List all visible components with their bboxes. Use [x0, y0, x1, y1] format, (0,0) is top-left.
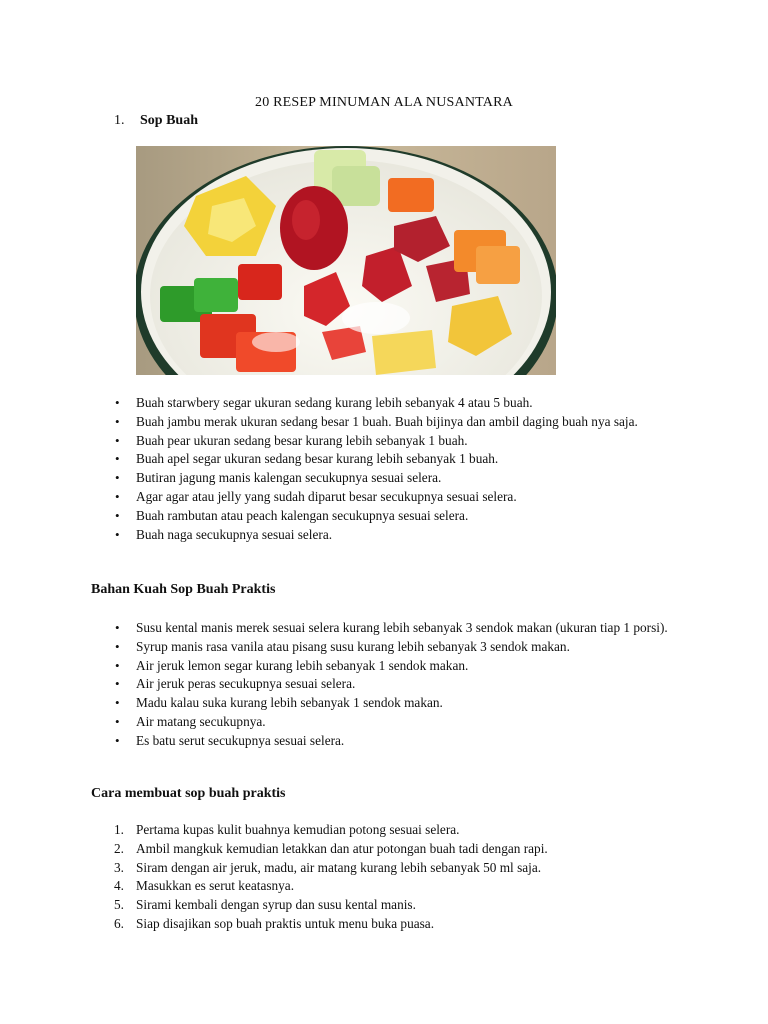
step-number: 6.: [114, 915, 124, 931]
bullet-icon: •: [115, 413, 120, 429]
list-item: [114, 619, 684, 638]
recipe-name: Sop Buah: [140, 113, 198, 128]
list-item: [114, 657, 684, 676]
list-item-text: Syrup manis rasa vanila atau pisang susu kurang lebih sebanyak 3 sendok makan.: [136, 638, 570, 654]
fruit-soup-illustration: [136, 146, 556, 375]
kuah-heading: Bahan Kuah Sop Buah Praktis: [91, 582, 276, 597]
list-item: [114, 675, 684, 694]
list-item-text: Es batu serut secukupnya sesuai selera.: [136, 732, 345, 748]
recipe-heading: [114, 113, 198, 129]
list-item-text: Air matang secukupnya.: [136, 713, 266, 729]
list-item: [114, 413, 684, 432]
bullet-icon: •: [115, 488, 120, 504]
fruit-soup-photo: [136, 146, 556, 375]
list-item: [114, 526, 684, 545]
bullet-icon: •: [115, 620, 120, 635]
list-item: [114, 877, 684, 896]
ingredient-list: [114, 394, 684, 544]
list-item: [114, 432, 684, 451]
bullet-icon: •: [115, 526, 120, 542]
list-item-text: Siram dengan air jeruk, madu, air matang kurang lebih sebanyak 50 ml saja.: [136, 859, 542, 875]
list-item-text: Buah rambutan atau peach kalengan secukupnya sesuai selera.: [136, 507, 469, 523]
bullet-icon: •: [115, 507, 120, 523]
list-item-text: Buah starwbery segar ukuran sedang kurang lebih sebanyak 4 atau 5 buah.: [136, 395, 533, 410]
step-number: 4.: [114, 878, 124, 894]
list-item: [114, 732, 684, 751]
list-item: [114, 694, 684, 713]
bullet-icon: •: [115, 432, 120, 448]
list-item-text: Ambil mangkuk kemudian letakkan dan atur potongan buah tadi dengan rapi.: [136, 840, 548, 856]
bullet-icon: •: [115, 713, 120, 729]
list-item: [114, 896, 684, 915]
bullet-icon: •: [115, 470, 120, 486]
list-item-text: Sirami kembali dengan syrup dan susu kental manis.: [136, 897, 416, 913]
list-item-text: Butiran jagung manis kalengan secukupnya sesuai selera.: [136, 470, 442, 486]
bullet-icon: •: [115, 395, 120, 410]
list-item: [114, 450, 684, 469]
list-item-text: Buah jambu merak ukuran sedang besar 1 buah. Buah bijinya dan ambil daging buah nya saja.: [136, 413, 638, 429]
list-item: [114, 469, 684, 488]
list-item-text: Buah apel segar ukuran sedang besar kurang lebih sebanyak 1 buah.: [136, 451, 499, 467]
list-item-text: Agar agar atau jelly yang sudah diparut besar secukupnya sesuai selera.: [136, 488, 517, 504]
step-number: 2.: [114, 840, 124, 856]
document-title: 20 RESEP MINUMAN ALA NUSANTARA: [255, 95, 513, 110]
recipe-number: 1.: [114, 113, 125, 128]
list-item: [114, 859, 684, 878]
list-item-text: Pertama kupas kulit buahnya kemudian potong sesuai selera.: [136, 822, 460, 837]
bullet-icon: •: [115, 676, 120, 692]
list-item-text: Susu kental manis merek sesuai selera kurang lebih sebanyak 3 sendok makan (ukuran tiap 1 porsi).: [136, 620, 668, 635]
bullet-icon: •: [115, 451, 120, 467]
bullet-icon: •: [115, 695, 120, 711]
step-number: 3.: [114, 859, 124, 875]
list-item: [114, 915, 684, 934]
list-item: [114, 638, 684, 657]
list-item-text: Buah pear ukuran sedang besar kurang lebih sebanyak 1 buah.: [136, 432, 468, 448]
list-item-text: Madu kalau suka kurang lebih sebanyak 1 sendok makan.: [136, 695, 443, 711]
steps-heading: Cara membuat sop buah praktis: [91, 786, 286, 801]
list-item-text: Air jeruk peras secukupnya sesuai selera.: [136, 676, 356, 692]
bullet-icon: •: [115, 638, 120, 654]
list-item-text: Buah naga secukupnya sesuai selera.: [136, 526, 333, 542]
list-item-text: Masukkan es serut keatasnya.: [136, 878, 295, 894]
list-item: [114, 394, 684, 413]
list-item-text: Air jeruk lemon segar kurang lebih sebanyak 1 sendok makan.: [136, 657, 469, 673]
bullet-icon: •: [115, 657, 120, 673]
list-item: [114, 713, 684, 732]
steps-list: [114, 821, 684, 934]
list-item: [114, 821, 684, 840]
list-item: [114, 488, 684, 507]
step-number: 5.: [114, 897, 124, 913]
kuah-list: [114, 619, 684, 751]
step-number: 1.: [114, 822, 124, 837]
list-item: [114, 507, 684, 526]
bullet-icon: •: [115, 732, 120, 748]
list-item-text: Siap disajikan sop buah praktis untuk menu buka puasa.: [136, 915, 435, 931]
list-item: [114, 840, 684, 859]
